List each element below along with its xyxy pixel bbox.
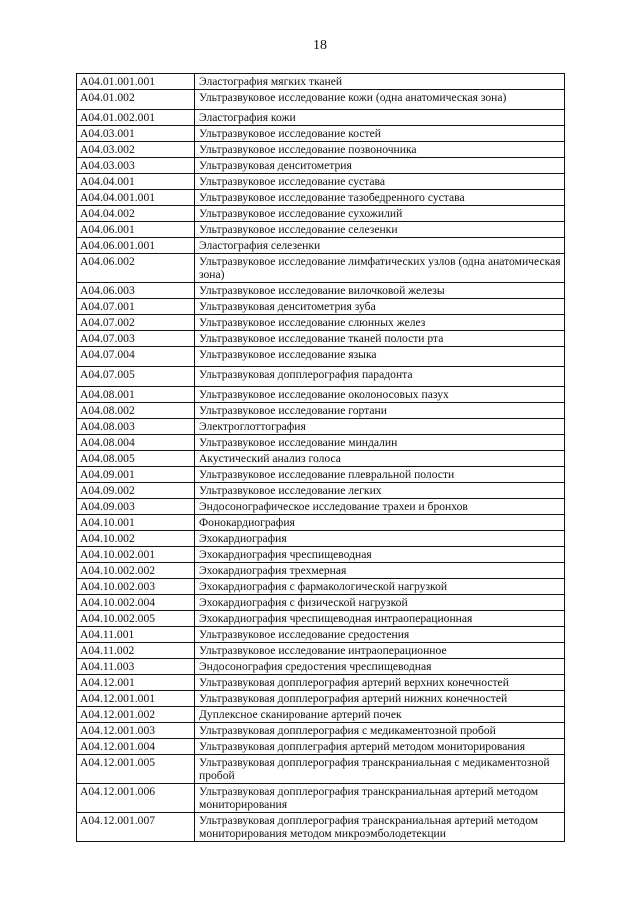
service-name-cell: Ультразвуковое исследование костей — [195, 126, 565, 142]
service-name-cell: Эхокардиография чреспищеводная интраоперационная — [195, 611, 565, 627]
service-code-cell: A04.11.003 — [77, 659, 195, 675]
service-name-cell: Ультразвуковая допплерография артерий верхних конечностей — [195, 675, 565, 691]
page-number: 18 — [313, 38, 327, 53]
service-code-cell: A04.06.001.001 — [77, 238, 195, 254]
table-row — [77, 579, 565, 595]
table-row — [77, 142, 565, 158]
service-name-cell: Акустический анализ голоса — [195, 451, 565, 467]
service-name-cell: Электроглоттография — [195, 419, 565, 435]
service-code-cell: A04.08.002 — [77, 403, 195, 419]
service-name-cell: Ультразвуковое исследование околоносовых пазух — [195, 387, 565, 403]
service-name-cell: Ультразвуковое исследование гортани — [195, 403, 565, 419]
service-name-cell: Ультразвуковая денситометрия — [195, 158, 565, 174]
service-codes-table — [76, 73, 565, 842]
table-row — [77, 723, 565, 739]
table-row — [77, 659, 565, 675]
service-name-cell: Ультразвуковая допплерография парадонта — [195, 367, 565, 387]
service-code-cell: A04.12.001.004 — [77, 739, 195, 755]
table-row — [77, 126, 565, 142]
table-row — [77, 347, 565, 367]
service-code-cell: A04.07.001 — [77, 299, 195, 315]
service-name-cell: Ультразвуковая допплерография транскраниальная артерий методом мониторирования — [195, 784, 565, 813]
table-row — [77, 515, 565, 531]
service-code-cell: A04.09.001 — [77, 467, 195, 483]
table-row — [77, 403, 565, 419]
service-name-cell: Эхокардиография трехмерная — [195, 563, 565, 579]
service-code-cell: A04.10.001 — [77, 515, 195, 531]
table-row — [77, 90, 565, 110]
service-code-cell: A04.03.001 — [77, 126, 195, 142]
service-code-cell: A04.01.001.001 — [77, 74, 195, 90]
service-code-cell: A04.08.004 — [77, 435, 195, 451]
service-code-cell: A04.06.001 — [77, 222, 195, 238]
service-code-cell: A04.04.001.001 — [77, 190, 195, 206]
table-row — [77, 627, 565, 643]
table-row — [77, 206, 565, 222]
table-row — [77, 190, 565, 206]
table-row — [77, 74, 565, 90]
service-name-cell: Ультразвуковая допплерография артерий нижних конечностей — [195, 691, 565, 707]
service-name-cell: Эхокардиография чреспищеводная — [195, 547, 565, 563]
service-code-cell: A04.07.002 — [77, 315, 195, 331]
service-code-cell: A04.12.001.005 — [77, 755, 195, 784]
service-code-cell: A04.06.002 — [77, 254, 195, 283]
service-codes-table-body — [77, 74, 565, 842]
service-name-cell: Ультразвуковое исследование плевральной полости — [195, 467, 565, 483]
table-row — [77, 331, 565, 347]
table-row — [77, 238, 565, 254]
table-row — [77, 387, 565, 403]
table-row — [77, 367, 565, 387]
service-code-cell: A04.12.001.001 — [77, 691, 195, 707]
service-code-cell: A04.07.004 — [77, 347, 195, 367]
service-name-cell: Ультразвуковое исследование сухожилий — [195, 206, 565, 222]
service-name-cell: Ультразвуковая допплерография с медикаментозной пробой — [195, 723, 565, 739]
service-code-cell: A04.01.002 — [77, 90, 195, 110]
service-name-cell: Ультразвуковое исследование селезенки — [195, 222, 565, 238]
table-row — [77, 784, 565, 813]
table-row — [77, 675, 565, 691]
service-name-cell: Ультразвуковое исследование лимфатических узлов (одна анатомическая зона) — [195, 254, 565, 283]
service-name-cell: Ультразвуковое исследование миндалин — [195, 435, 565, 451]
table-row — [77, 499, 565, 515]
table-row — [77, 611, 565, 627]
table-row — [77, 691, 565, 707]
service-code-cell: A04.03.002 — [77, 142, 195, 158]
service-name-cell: Эхокардиография — [195, 531, 565, 547]
service-name-cell: Ультразвуковая допплерография транскраниальная с медикаментозной пробой — [195, 755, 565, 784]
service-name-cell: Ультразвуковое исследование вилочковой железы — [195, 283, 565, 299]
service-name-cell: Ультразвуковое исследование легких — [195, 483, 565, 499]
service-code-cell: A04.12.001.007 — [77, 813, 195, 842]
service-code-cell: A04.10.002.004 — [77, 595, 195, 611]
table-row — [77, 643, 565, 659]
table-row — [77, 483, 565, 499]
service-name-cell: Эндосонографическое исследование трахеи и бронхов — [195, 499, 565, 515]
table-row — [77, 451, 565, 467]
service-code-cell: A04.01.002.001 — [77, 110, 195, 126]
table-row — [77, 707, 565, 723]
service-code-cell: A04.07.005 — [77, 367, 195, 387]
table-row — [77, 419, 565, 435]
service-code-cell: A04.09.002 — [77, 483, 195, 499]
service-code-cell: A04.04.002 — [77, 206, 195, 222]
service-code-cell: A04.10.002.001 — [77, 547, 195, 563]
service-code-cell: A04.08.005 — [77, 451, 195, 467]
service-code-cell: A04.10.002 — [77, 531, 195, 547]
table-row — [77, 547, 565, 563]
service-code-cell: A04.06.003 — [77, 283, 195, 299]
table-row — [77, 531, 565, 547]
service-name-cell: Эхокардиография с физической нагрузкой — [195, 595, 565, 611]
service-code-cell: A04.12.001.002 — [77, 707, 195, 723]
table-row — [77, 158, 565, 174]
service-name-cell: Ультразвуковое исследование интраоперационное — [195, 643, 565, 659]
service-code-cell: A04.12.001.006 — [77, 784, 195, 813]
service-name-cell: Ультразвуковое исследование сустава — [195, 174, 565, 190]
service-name-cell: Эхокардиография с фармакологической нагрузкой — [195, 579, 565, 595]
table-row — [77, 254, 565, 283]
service-code-cell: A04.04.001 — [77, 174, 195, 190]
table-row — [77, 315, 565, 331]
service-code-cell: A04.09.003 — [77, 499, 195, 515]
service-name-cell: Ультразвуковое исследование средостения — [195, 627, 565, 643]
service-name-cell: Эластография кожи — [195, 110, 565, 126]
service-code-cell: A04.12.001.003 — [77, 723, 195, 739]
service-name-cell: Дуплексное сканирование артерий почек — [195, 707, 565, 723]
service-code-cell: A04.10.002.003 — [77, 579, 195, 595]
service-code-cell: A04.03.003 — [77, 158, 195, 174]
table-row — [77, 755, 565, 784]
service-name-cell: Эндосонография средостения чреспищеводная — [195, 659, 565, 675]
service-name-cell: Эластография мягких тканей — [195, 74, 565, 90]
service-name-cell: Ультразвуковое исследование позвоночника — [195, 142, 565, 158]
service-code-cell: A04.08.003 — [77, 419, 195, 435]
table-row — [77, 222, 565, 238]
table-row — [77, 563, 565, 579]
service-name-cell: Ультразвуковое исследование кожи (одна анатомическая зона) — [195, 90, 565, 110]
table-row — [77, 283, 565, 299]
service-name-cell: Ультразвуковое исследование тканей полости рта — [195, 331, 565, 347]
table-row — [77, 595, 565, 611]
service-code-cell: A04.07.003 — [77, 331, 195, 347]
service-code-cell: A04.11.001 — [77, 627, 195, 643]
table-row — [77, 435, 565, 451]
service-code-cell: A04.10.002.002 — [77, 563, 195, 579]
service-name-cell: Ультразвуковое исследование слюнных желез — [195, 315, 565, 331]
service-code-cell: A04.11.002 — [77, 643, 195, 659]
service-name-cell: Эластография селезенки — [195, 238, 565, 254]
service-name-cell: Ультразвуковая денситометрия зуба — [195, 299, 565, 315]
service-code-cell: A04.12.001 — [77, 675, 195, 691]
table-row — [77, 110, 565, 126]
service-name-cell: Ультразвуковая допплерография транскраниальная артерий методом мониторирования методом микроэмболодетекции — [195, 813, 565, 842]
service-name-cell: Ультразвуковое исследование тазобедренного сустава — [195, 190, 565, 206]
service-code-cell: A04.08.001 — [77, 387, 195, 403]
table-row — [77, 467, 565, 483]
table-row — [77, 739, 565, 755]
table-row — [77, 813, 565, 842]
table-row — [77, 174, 565, 190]
service-code-cell: A04.10.002.005 — [77, 611, 195, 627]
table-row — [77, 299, 565, 315]
service-name-cell: Фонокардиография — [195, 515, 565, 531]
service-name-cell: Ультразвуковая допплеграфия артерий методом мониторирования — [195, 739, 565, 755]
service-name-cell: Ультразвуковое исследование языка — [195, 347, 565, 367]
